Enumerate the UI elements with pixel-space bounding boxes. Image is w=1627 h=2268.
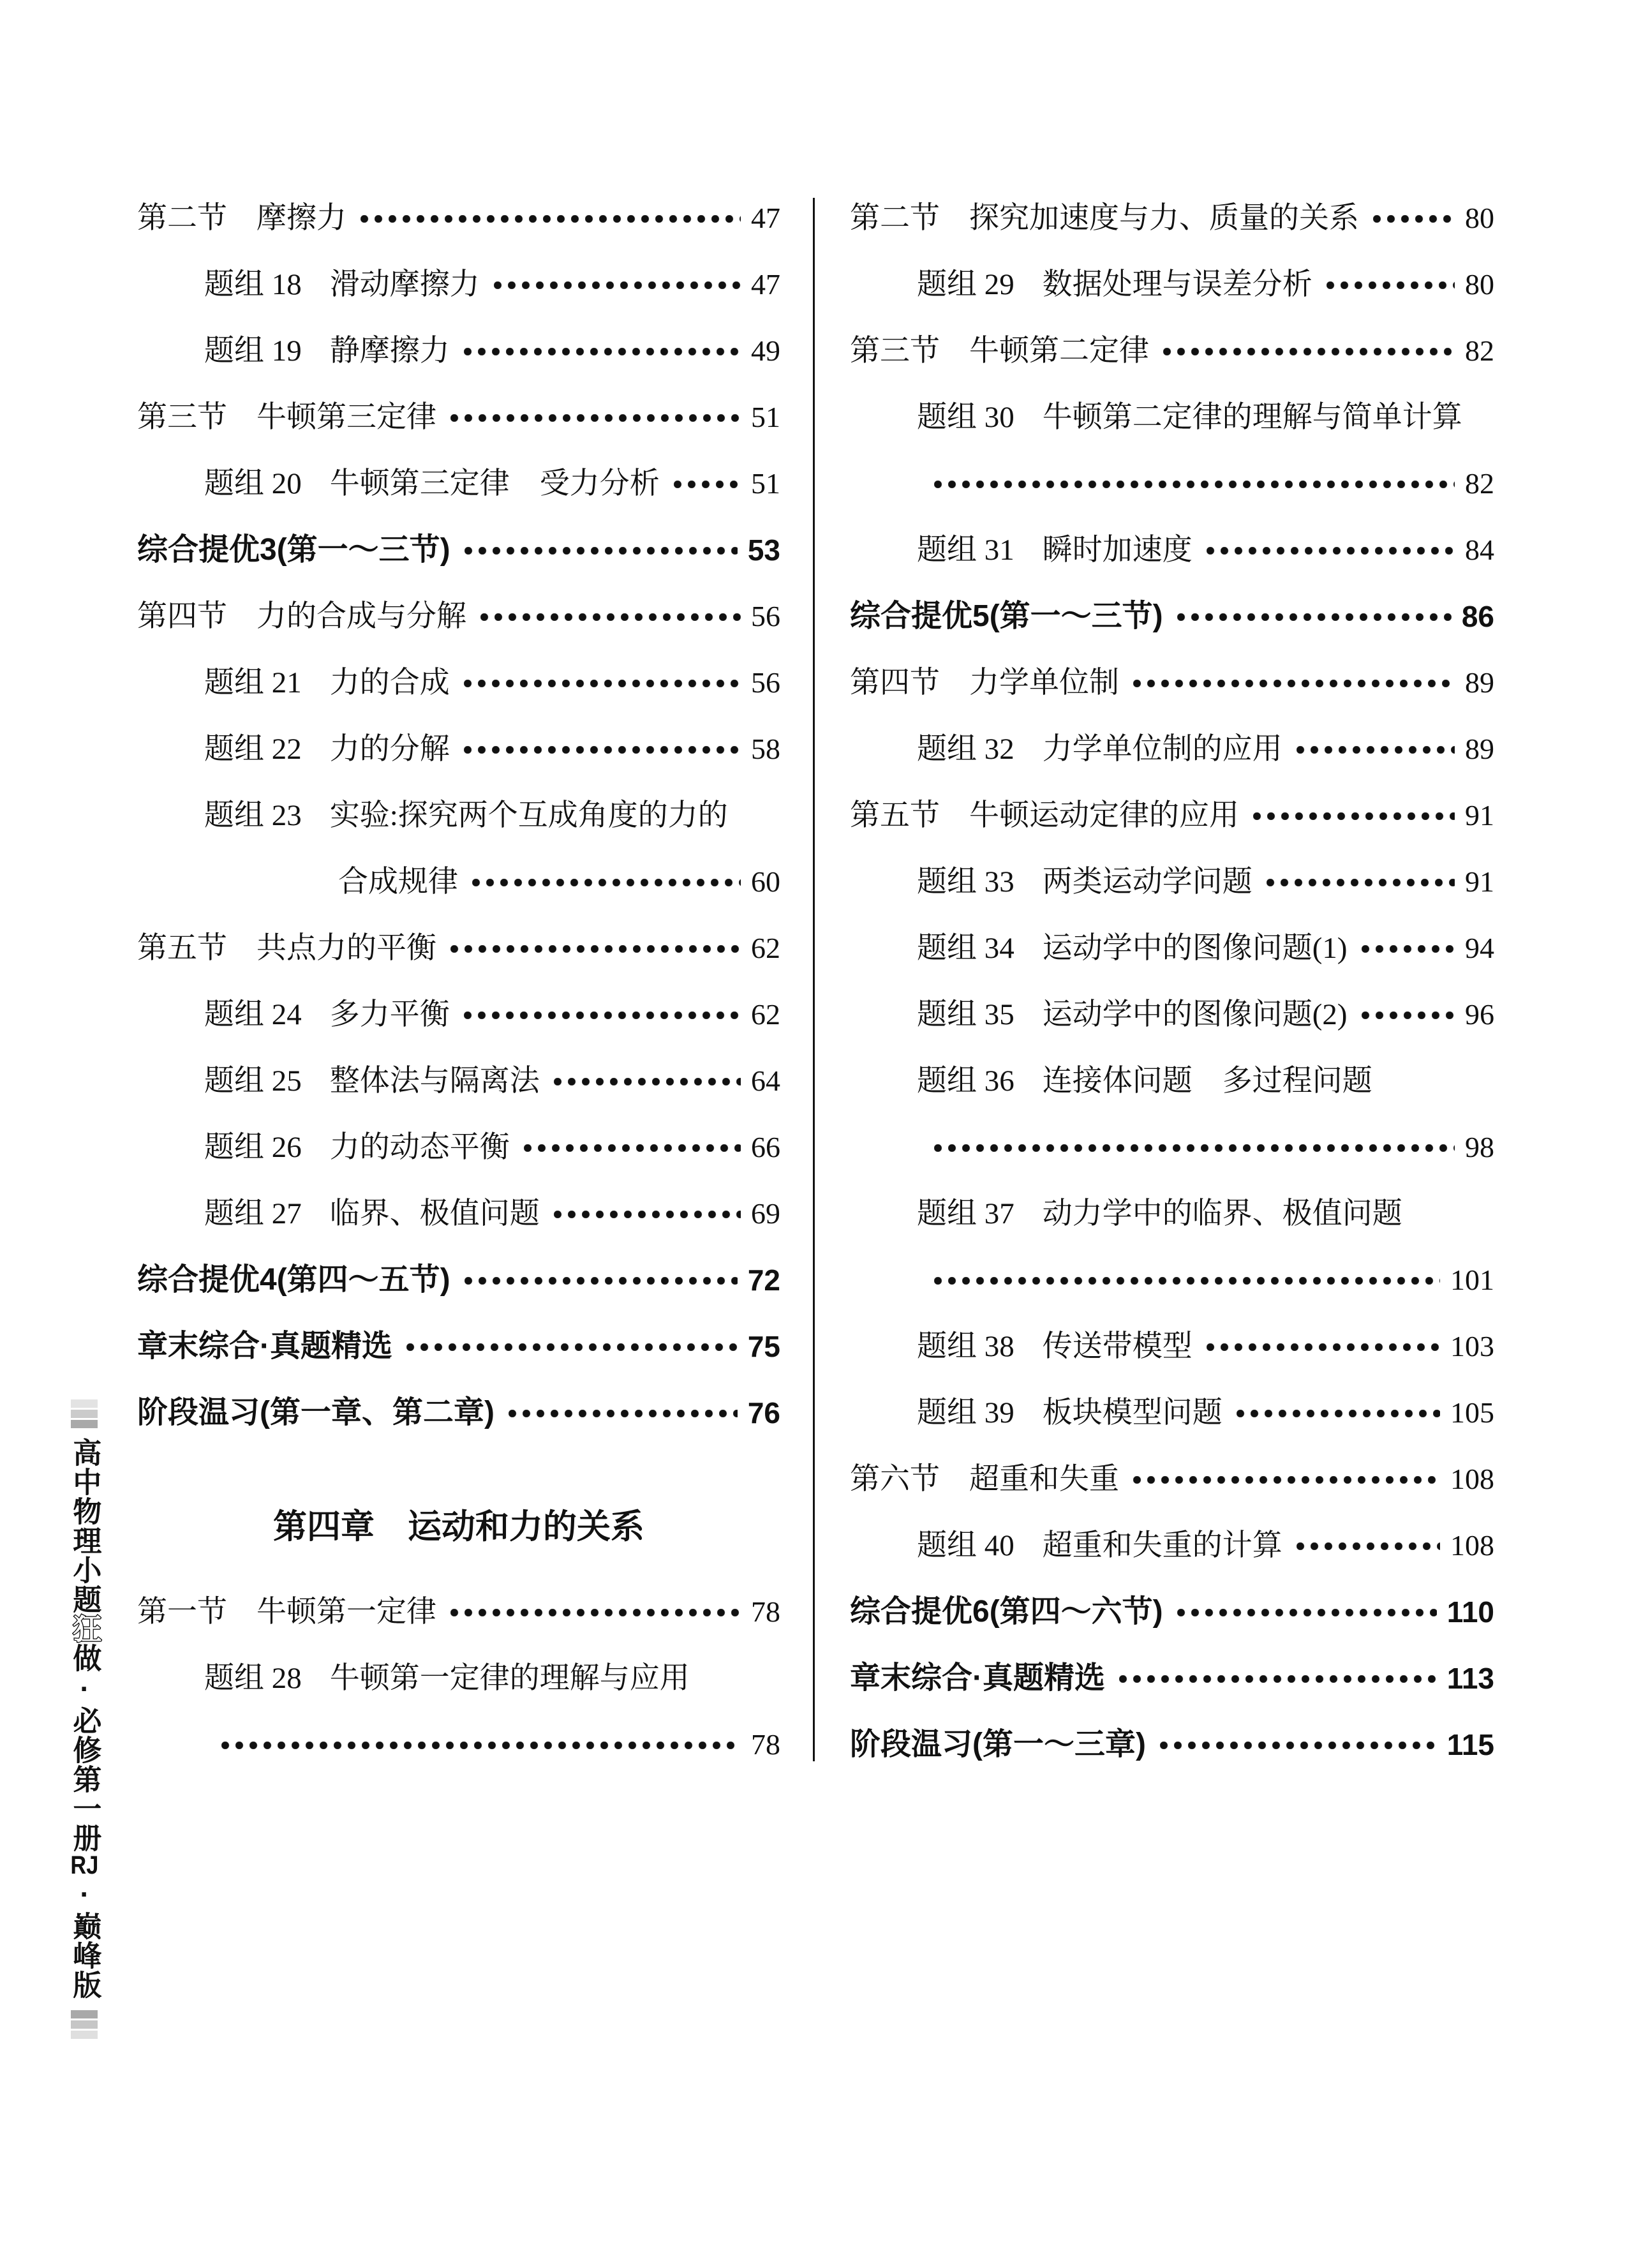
toc-entry (850, 1394, 1494, 1461)
toc-entry (850, 731, 1494, 797)
entry-title: 牛顿第二定律的理解与简单计算 (1042, 401, 1462, 434)
entry-title: 章末综合·真题精选 (850, 1661, 1105, 1695)
toc-entry (137, 598, 780, 664)
entry-title: 运动学中的图像问题(2) (1042, 998, 1348, 1031)
page-number: 47 (751, 202, 780, 234)
sidebar-title (70, 1438, 100, 1999)
sidebar (61, 1398, 107, 2041)
dot-leader (450, 414, 741, 422)
dot-leader (221, 1742, 741, 1749)
toc-entry (137, 465, 780, 532)
dot-leader (480, 613, 741, 621)
toc-entry (850, 1527, 1494, 1593)
page-number: 94 (1465, 932, 1494, 964)
dot-leader (1133, 1476, 1440, 1484)
entry-title: 运动学中的图像问题(1) (1042, 932, 1348, 965)
group-label: 题组 18 (204, 268, 302, 301)
dot-leader (934, 481, 1455, 488)
dot-leader (1326, 281, 1455, 289)
group-label: 题组 29 (917, 268, 1014, 301)
page-number: 58 (751, 733, 780, 765)
entry-title: 综合提优5(第一～三节) (850, 599, 1163, 633)
page-number: 56 (751, 600, 780, 632)
dot-leader (1296, 1542, 1440, 1550)
toc-entry (850, 664, 1494, 731)
group-label: 题组 20 (204, 467, 302, 500)
entry-title: 阶段温习(第一章、第二章) (137, 1396, 494, 1429)
page-number: 113 (1446, 1662, 1494, 1695)
dot-leader (464, 1277, 738, 1285)
sidebar-title-segment: 巅峰版 (68, 1911, 101, 1999)
dot-leader (509, 1410, 738, 1417)
page-number: 110 (1446, 1595, 1494, 1629)
group-label: 题组 26 (204, 1131, 302, 1164)
dot-leader (1237, 1410, 1440, 1417)
entry-title: 牛顿运动定律的应用 (969, 799, 1239, 832)
entry-title: 力的分解 (329, 733, 450, 766)
decorative-bar (71, 2031, 98, 2039)
chapter-heading (137, 1461, 780, 1593)
dot-leader (1207, 1343, 1440, 1351)
page-number: 62 (751, 998, 780, 1031)
sidebar-title-segment: 做 (68, 1643, 101, 1673)
dot-leader (472, 879, 741, 886)
group-label: 题组 38 (917, 1330, 1014, 1363)
toc-entry (137, 1063, 780, 1129)
dot-leader (464, 348, 741, 355)
sidebar-title-segment: RJ (70, 1853, 99, 1878)
entry-title: 合成规律 (338, 865, 458, 899)
page-number: 91 (1465, 799, 1494, 832)
page-number: 64 (751, 1064, 780, 1097)
group-label: 题组 37 (917, 1197, 1014, 1230)
page-number: 82 (1465, 334, 1494, 367)
toc-entry (137, 664, 780, 731)
entry-title: 整体法与隔离法 (329, 1064, 540, 1098)
toc-entry (137, 863, 780, 930)
dot-leader (1296, 746, 1455, 754)
page-number: 80 (1465, 202, 1494, 234)
dot-leader (1207, 547, 1455, 555)
entry-title: 超重和失重 (969, 1463, 1119, 1496)
section-number: 第四节 (850, 666, 940, 699)
toc-entry (137, 996, 780, 1063)
entry-title: 摩擦力 (256, 202, 346, 235)
page-number: 76 (747, 1396, 780, 1429)
column-divider (813, 198, 815, 1761)
group-label: 题组 22 (204, 733, 302, 766)
entry-title: 力学单位制 (969, 666, 1119, 699)
entry-title: 力的动态平衡 (329, 1131, 510, 1164)
toc-entry (850, 266, 1494, 332)
decorative-bar (71, 1420, 98, 1428)
toc-entry (137, 1394, 780, 1461)
dot-leader (1373, 215, 1455, 223)
section-number: 第四章 (273, 1508, 375, 1546)
page-number: 80 (1465, 268, 1494, 301)
page-number: 105 (1450, 1396, 1494, 1429)
toc-entry (137, 200, 780, 266)
page-number: 51 (751, 467, 780, 500)
group-label: 题组 30 (917, 401, 1014, 434)
sidebar-title-segment: · (68, 1673, 101, 1706)
entry-title: 力的合成与分解 (256, 600, 466, 633)
dot-leader (464, 680, 741, 687)
section-number: 第四节 (137, 600, 227, 633)
section-number: 第二节 (137, 202, 227, 235)
page-number: 108 (1450, 1529, 1494, 1562)
toc-entry (137, 332, 780, 399)
toc-entry (137, 399, 780, 465)
toc-entry (850, 1660, 1494, 1726)
entry-title: 阶段温习(第一～三章) (850, 1727, 1146, 1761)
entry-title: 静摩擦力 (329, 334, 450, 368)
page-number: 89 (1465, 666, 1494, 699)
toc-left-column (137, 200, 780, 1793)
entry-title: 牛顿第一定律的理解与应用 (329, 1662, 690, 1695)
sidebar-top-bars (71, 1398, 98, 1430)
toc-entry (137, 1262, 780, 1328)
group-label: 题组 33 (917, 865, 1014, 899)
dot-leader (1267, 879, 1455, 886)
toc-entry (850, 996, 1494, 1063)
toc-entry (850, 1195, 1494, 1262)
entry-title: 瞬时加速度 (1042, 533, 1192, 567)
sidebar-title-segment: 必修第一册 (68, 1706, 101, 1853)
entry-title: 共点力的平衡 (256, 932, 436, 965)
toc-entry (137, 1660, 780, 1726)
dot-leader (934, 1144, 1455, 1152)
dot-leader (554, 1211, 741, 1218)
page-number: 78 (751, 1595, 780, 1628)
toc-entry (850, 930, 1494, 996)
sidebar-title-segment: 高中物理小题 (68, 1438, 101, 1614)
page-number: 69 (751, 1197, 780, 1230)
dot-leader (464, 746, 741, 754)
toc-right-column (850, 200, 1494, 1793)
group-label: 题组 25 (204, 1064, 302, 1098)
sidebar-title-segment: · (68, 1878, 101, 1911)
toc-entry (850, 1063, 1494, 1129)
toc-entry (137, 1129, 780, 1195)
toc-entry (850, 863, 1494, 930)
dot-leader (464, 547, 738, 555)
sidebar-title-outlined-char: 狂 (68, 1614, 101, 1643)
group-label: 题组 32 (917, 733, 1014, 766)
page-number: 51 (751, 401, 780, 433)
group-label: 题组 23 (204, 799, 302, 832)
dot-leader (450, 1609, 741, 1616)
page-number: 62 (751, 932, 780, 964)
dot-leader (1362, 1011, 1455, 1019)
toc-entry (850, 200, 1494, 266)
toc-entry (137, 266, 780, 332)
toc-entry (850, 465, 1494, 532)
page-number: 96 (1465, 998, 1494, 1031)
toc-entry (850, 1129, 1494, 1195)
dot-leader (1177, 1609, 1437, 1616)
toc-entry (850, 598, 1494, 664)
group-label: 题组 34 (917, 932, 1014, 965)
group-label: 题组 39 (917, 1396, 1014, 1429)
group-label: 题组 36 (917, 1064, 1014, 1098)
page-number: 47 (751, 268, 780, 301)
toc-entry (137, 1726, 780, 1793)
page-number: 60 (751, 865, 780, 898)
entry-title: 牛顿第三定律 受力分析 (329, 467, 660, 500)
toc-entry (850, 399, 1494, 465)
page-number: 49 (751, 334, 780, 367)
entry-title: 数据处理与误差分析 (1042, 268, 1312, 301)
group-label: 题组 40 (917, 1529, 1014, 1562)
dot-leader (524, 1144, 741, 1152)
page-number: 75 (747, 1330, 780, 1363)
entry-title: 运动和力的关系 (408, 1508, 644, 1546)
page-number: 72 (747, 1264, 780, 1297)
toc-entry (850, 532, 1494, 598)
dot-leader (554, 1078, 741, 1086)
toc-entry (137, 1328, 780, 1394)
toc-entry (850, 1461, 1494, 1527)
group-label: 题组 35 (917, 998, 1014, 1031)
page-number: 53 (747, 533, 780, 567)
toc-entry (850, 1593, 1494, 1660)
decorative-bar (71, 1410, 98, 1418)
page-number: 108 (1450, 1463, 1494, 1495)
page-number: 91 (1465, 865, 1494, 898)
dot-leader (1119, 1675, 1437, 1683)
dot-leader (494, 281, 741, 289)
page-number: 82 (1465, 467, 1494, 500)
toc-entry (850, 332, 1494, 399)
dot-leader (360, 215, 741, 223)
dot-leader (1253, 812, 1455, 820)
entry-title: 力学单位制的应用 (1042, 733, 1282, 766)
entry-title: 综合提优4(第四～五节) (137, 1263, 450, 1297)
entry-title: 传送带模型 (1042, 1330, 1192, 1363)
toc-entry (137, 930, 780, 996)
toc-entry (137, 1195, 780, 1262)
page-number: 86 (1461, 600, 1494, 633)
page-number: 66 (751, 1131, 780, 1163)
toc-entry (137, 731, 780, 797)
page-number: 115 (1446, 1728, 1494, 1761)
group-label: 题组 28 (204, 1662, 302, 1695)
entry-title: 综合提优3(第一～三节) (137, 533, 450, 567)
dot-leader (1177, 613, 1452, 621)
sidebar-bottom-bars (71, 2008, 98, 2041)
section-number: 第五节 (850, 799, 940, 832)
entry-title: 力的合成 (329, 666, 450, 699)
group-label: 题组 24 (204, 998, 302, 1031)
dot-leader (1362, 945, 1455, 953)
page-number: 84 (1465, 533, 1494, 566)
group-label: 题组 31 (917, 533, 1014, 567)
entry-title: 临界、极值问题 (329, 1197, 540, 1230)
entry-title: 章末综合·真题精选 (137, 1329, 392, 1363)
toc-entry (850, 797, 1494, 863)
dot-leader (674, 481, 741, 488)
toc-entry (850, 1328, 1494, 1394)
toc-entry (850, 1726, 1494, 1793)
decorative-bar (71, 1399, 98, 1408)
section-number: 第三节 (850, 334, 940, 368)
entry-title: 牛顿第三定律 (256, 401, 436, 434)
toc-entry (137, 797, 780, 863)
page-number: 89 (1465, 733, 1494, 765)
entry-title: 超重和失重的计算 (1042, 1529, 1282, 1562)
section-number: 第五节 (137, 932, 227, 965)
page-number: 78 (751, 1728, 780, 1761)
entry-title: 实验:探究两个互成角度的力的 (329, 799, 728, 832)
section-number: 第一节 (137, 1595, 227, 1629)
page-number: 56 (751, 666, 780, 699)
section-number: 第六节 (850, 1463, 940, 1496)
dot-leader (934, 1277, 1440, 1285)
entry-title: 牛顿第一定律 (256, 1595, 436, 1629)
entry-title: 牛顿第二定律 (969, 334, 1149, 368)
entry-title: 滑动摩擦力 (329, 268, 480, 301)
entry-title: 连接体问题 多过程问题 (1042, 1064, 1372, 1098)
group-label: 题组 21 (204, 666, 302, 699)
entry-title: 多力平衡 (329, 998, 450, 1031)
toc-entry (850, 1262, 1494, 1328)
entry-title: 综合提优6(第四～六节) (850, 1595, 1163, 1629)
page-number: 101 (1450, 1264, 1494, 1296)
page-number: 98 (1465, 1131, 1494, 1163)
decorative-bar (71, 2020, 98, 2029)
dot-leader (1133, 680, 1455, 687)
dot-leader (1163, 348, 1455, 355)
page-number: 103 (1450, 1330, 1494, 1362)
toc-entry (137, 1593, 780, 1660)
entry-title: 探究加速度与力、质量的关系 (969, 202, 1359, 235)
dot-leader (464, 1011, 741, 1019)
entry-title: 板块模型问题 (1042, 1396, 1222, 1429)
dot-leader (406, 1343, 738, 1351)
toc-entry (137, 532, 780, 598)
section-number: 第三节 (137, 401, 227, 434)
decorative-bar (71, 2010, 98, 2018)
group-label: 题组 19 (204, 334, 302, 368)
entry-title: 两类运动学问题 (1042, 865, 1252, 899)
section-number: 第二节 (850, 202, 940, 235)
dot-leader (450, 945, 741, 953)
dot-leader (1160, 1742, 1437, 1749)
group-label: 题组 27 (204, 1197, 302, 1230)
entry-title: 动力学中的临界、极值问题 (1042, 1197, 1402, 1230)
